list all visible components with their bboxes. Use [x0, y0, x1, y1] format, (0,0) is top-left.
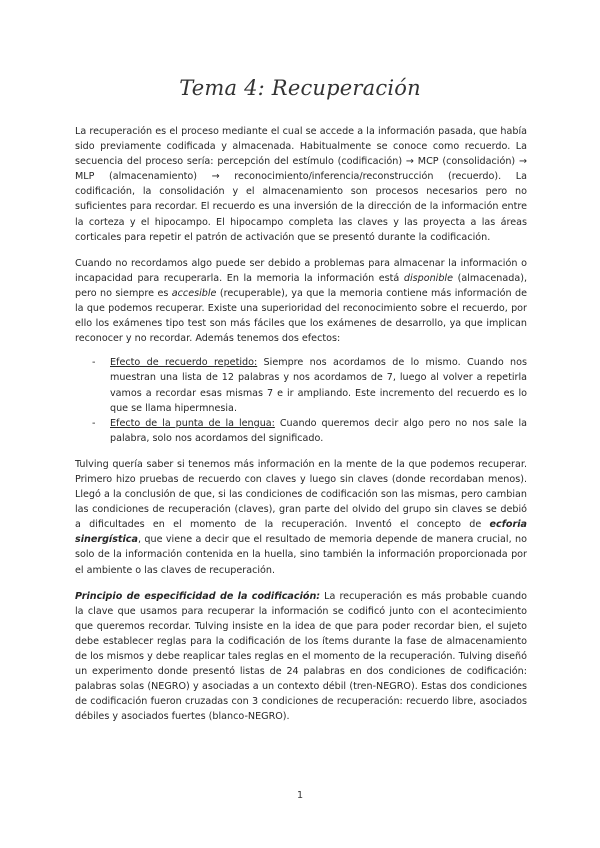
section-heading-especificidad: Principio de especificidad de la codificación:	[75, 590, 321, 602]
effect-label: Efecto de recuerdo repetido:	[110, 357, 258, 369]
list-dash: -	[92, 357, 96, 369]
effect-label: Efecto de la punta de la lengua:	[110, 417, 275, 429]
emphasis-accesible: accesible	[171, 287, 217, 299]
text-run: Tulving quería saber si tenemos más información en la mente de la que podemos recuperar. Primero hizo pruebas de recuerdo con claves y luego sin claves (donde recordaban menos). Llegó a la conclusión de que, si las condiciones de codificación son las mismas, pero cambian las condiciones de recuperación (claves), gran parte del olvido del grupo sin claves se debió a dificultades en el momento de la recuperación. Inventó el concepto de	[75, 458, 527, 531]
document-title: Tema 4: Recuperación	[179, 76, 421, 100]
emphasis-disponible: disponible	[403, 272, 453, 284]
list-item-recuerdo-repetido	[75, 355, 527, 415]
paragraph-disponible-accesible	[75, 256, 527, 347]
paragraph-recuperacion-definicion: La recuperación es el proceso mediante el cual se accede a la información pasada, que había sido previamente codificada y almacenada. Habitualmente se conoce como recuerdo. La secuencia del proceso sería: percepción del estímulo (codificación) → MCP (consolidación) → MLP (almacenamiento) → reconocimiento/inferencia/reconstrucción (recuerdo). La codificación, la consolidación y el almacenamiento son procesos necesarios pero no suficientes para recordar. El recuerdo es una inversión de la dirección de la información entre la corteza y el hipocampo. El hipocampo completa las claves y las proyecta a las áreas corticales para repetir el patrón de activación que se presentó durante la codificación.	[75, 126, 527, 243]
list-dash: -	[92, 417, 96, 429]
effect-text: Siempre nos acordamos de lo mismo. Cuando nos muestran una lista de 12 palabras y nos acordamos de 7, luego al volver a repetirla vamos a recordar esas mismas 7 e ir ampliando. Este incremento del recuerdo es lo que se llama hipermnesia.	[110, 357, 528, 414]
term-ecforia-sinergistica: ecforia sinergística	[75, 519, 527, 546]
effect-text: Cuando queremos decir algo pero no nos sale la palabra, solo nos acordamos del significado.	[110, 417, 527, 444]
text-run: La recuperación es más probable cuando la clave que usamos para recuperar la información se codificó junto con el acontecimiento que queremos recordar. Tulving insiste en la idea de que para poder recordar bien, el sujeto debe establecer reglas para la codificación de los ítems durante la fase de almacenamiento de los mismos y debe reaplicar tales reglas en el momento de la recuperación. Tulving diseñó un experimento donde presentó listas de 24 palabras en dos condiciones de codificación: palabras solas (NEGRO) y asociadas a un contexto débil (tren-NEGRO). Estas dos condiciones de codificación fueron cruzadas con 3 condiciones de recuperación: recuerdo libre, asociados débiles y asociados fuertes (blanco-NEGRO).	[75, 590, 527, 723]
document-body	[75, 124, 527, 735]
effects-list	[75, 355, 527, 446]
paragraph-especificidad-codificacion	[75, 589, 527, 725]
paragraph-tulving	[75, 457, 527, 578]
text-run: Cuando no recordamos algo puede ser debido a problemas para almacenar la información o incapacidad para recuperarla. En la memoria la información está	[75, 257, 527, 284]
list-item-punta-lengua	[75, 416, 527, 446]
text-run: (recuperable), ya que la memoria contiene más información de la que podemos recuperar. Existe una superioridad del reconocimiento sobre el recuerdo, por ello los exámenes tipo test son más fáciles que los exámenes de desarrollo, ya que implican reconocer y no recordar. Además tenemos dos efectos:	[75, 287, 527, 345]
text-run: , que viene a decir que el resultado de memoria depende de manera crucial, no solo de la información contenida en la huella, sino también la información proporcionada por el ambiente o las claves de recuperación.	[75, 534, 527, 576]
page-number: 1	[296, 790, 304, 801]
text-run: (almacenada), pero no siempre es	[75, 272, 527, 299]
